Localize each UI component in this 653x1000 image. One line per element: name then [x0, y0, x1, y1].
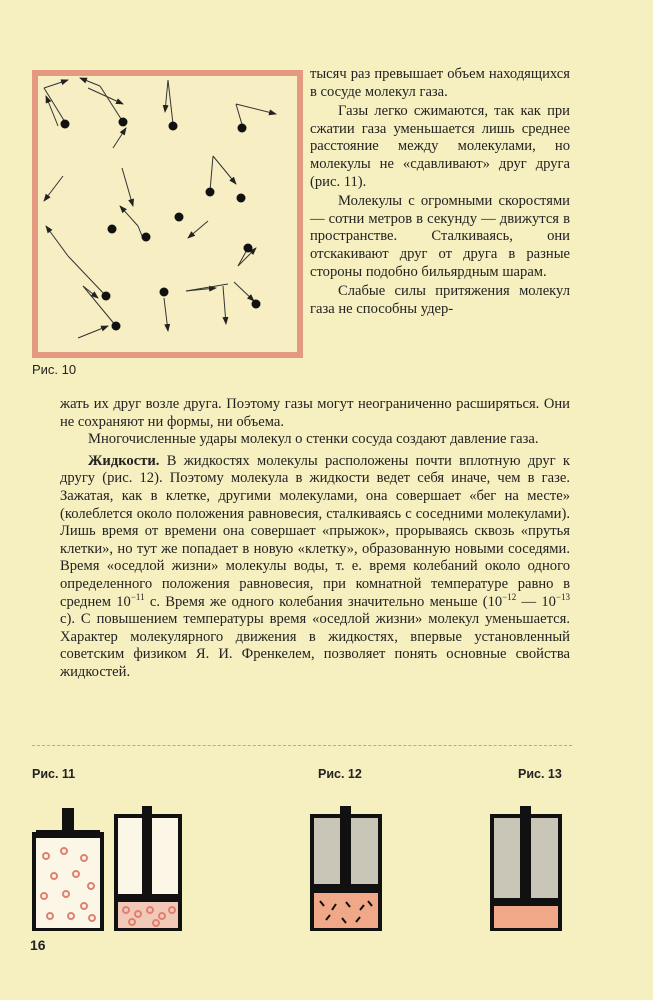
figure-10-caption: Рис. 10	[32, 362, 77, 377]
gas-molecules-diagram	[38, 76, 297, 352]
figure-10-gas-molecules	[32, 70, 303, 358]
paragraph-5: Многочисленные удары молекул о стенки сосуда создают давление газа.	[88, 431, 539, 448]
figure-11-cylinders	[26, 806, 186, 931]
figure-12-caption: Рис. 12	[318, 767, 362, 781]
figure-13-caption: Рис. 13	[518, 767, 562, 781]
full-width-text	[60, 396, 570, 682]
paragraph-3: Молекулы с огромными скоростями — сотни метров в секунду — движутся в пространстве. Сталкиваясь, они отскакивают друг от друга в разные стороны подобно бильярдным шарам.	[310, 193, 570, 280]
page-number: 16	[30, 937, 46, 953]
right-column-text	[310, 66, 570, 318]
liquids-heading: Жидкости.	[88, 452, 160, 469]
paragraph-4-end: жать их друг возле друга. Поэтому газы могут неограниченно расширяться. Они не сохраняют ни формы, ни объема.	[60, 396, 570, 430]
figure-11-caption: Рис. 11	[32, 767, 76, 781]
paragraph-2: Газы легко сжимаются, так как при сжатии газа уменьшается лишь среднее расстояние между молекулами, но молекулы не «сдавливают» друг друга (рис. 11).	[310, 103, 570, 190]
paragraph-1: тысяч раз превышает объем находящихся в сосуде молекул газа.	[310, 66, 570, 100]
liquids-paragraph: Жидкости. В жидкостях молекулы расположены почти вплотную друг к другу (рис. 12). Поэтому молекула в жидкости ведет себя иначе, чем в газе. Зажатая, как в клетке, другими молекулами, она совершает «бег на месте» (колеблется около положения равновесия, сталкиваясь с соседними молекулами). Лишь время от времени она совершает «прыжок», прорываясь сквозь «прутья клетки», но тут же попадает в новую «клетку», образованную новыми соседями. Время «оседлой жизни» молекулы воды, т. е. время колебаний около одного определенного положения равновесия, при комнатной температуре равно в среднем $10^{-11}$ с. Время же одного колебания значительно меньше ($10^{-12}$ — $10^{-13}$ с). С повышением температуры время «оседлой жизни» молекул уменьшается. Характер молекулярного движения в жидкостях, впервые установленный советским физиком Я. И. Френкелем, позволяет понять основные свойства жидкостей.	[60, 452, 571, 680]
figure-12-liquid-cylinder	[306, 806, 386, 931]
paragraph-4-start: Слабые силы притяжения молекул газа не способны удер-	[310, 283, 570, 317]
divider	[32, 745, 572, 746]
figure-13-cylinder	[486, 806, 566, 931]
